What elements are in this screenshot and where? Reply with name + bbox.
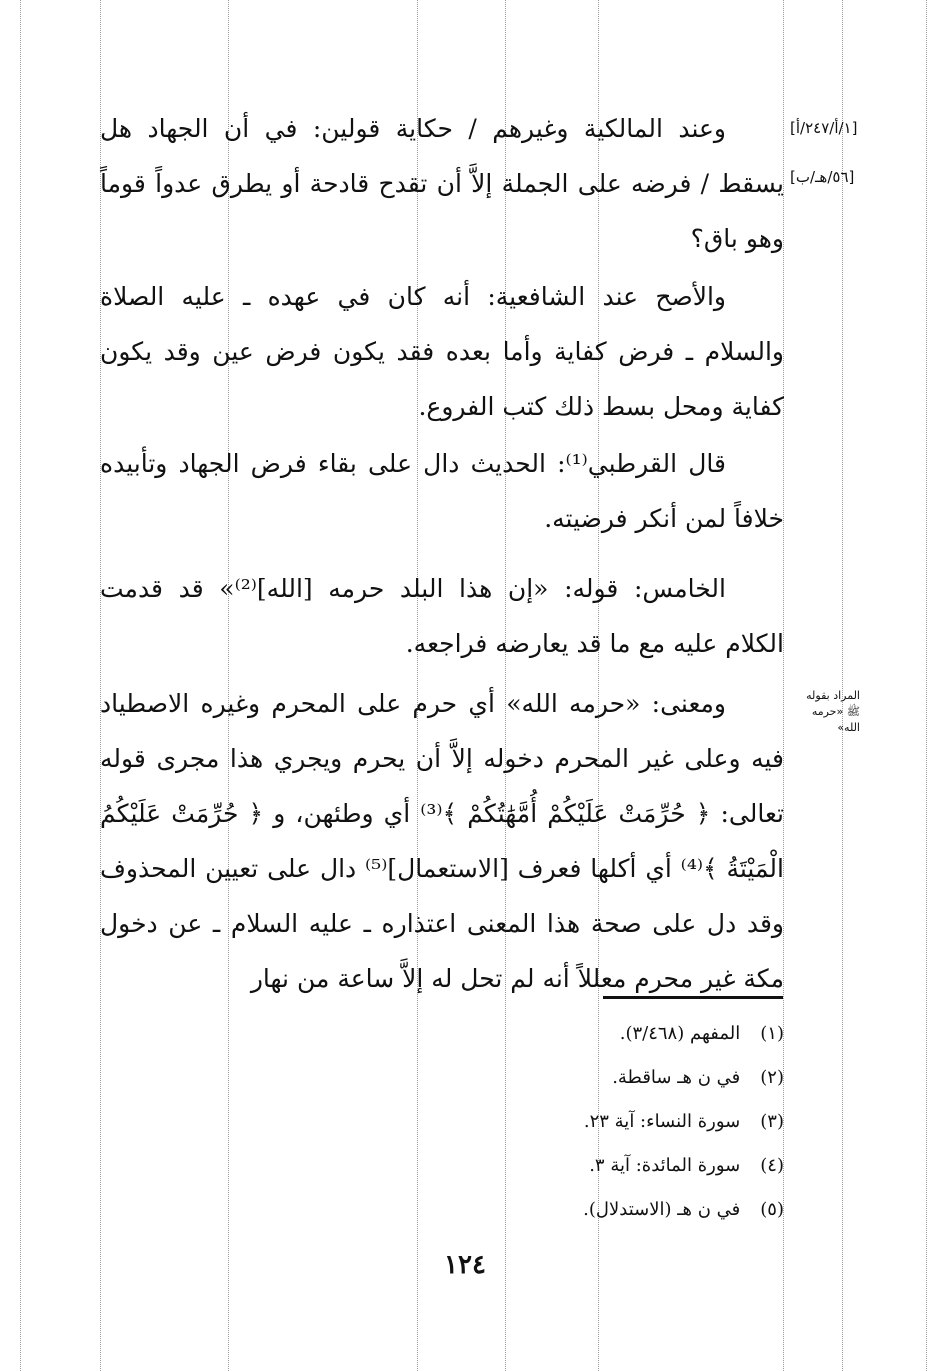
- footnote-item: [400, 1100, 784, 1144]
- footnotes: [400, 1012, 784, 1232]
- paragraph-3: قال القرطبي⁽¹⁾: الحديث دال على بقاء فرض الجهاد وتأبيده خلافاً لمن أنكر فرضيته.: [100, 449, 784, 533]
- footnote-text: سورة المائدة: آية ٣.: [589, 1155, 741, 1176]
- footnote-number: (٥): [760, 1199, 784, 1220]
- footnote-number: (٣): [760, 1111, 784, 1132]
- manuscript-ref-2: [٥٦/هـ/ب]: [790, 168, 855, 186]
- footnote-item: [400, 1012, 784, 1056]
- side-note: المراد بقوله ﷺ «حرمه الله»: [806, 689, 860, 734]
- paragraph-2: والأصح عند الشافعية: أنه كان في عهده ـ عليه الصلاة والسلام ـ فرض كفاية وأما بعده فقد يكون فرض عين وقد يكون كفاية ومحل بسط ذلك كتب الفروع.: [100, 282, 784, 421]
- footnote-text: في ن هـ ساقطة.: [612, 1067, 741, 1088]
- footnote-number: (٢): [760, 1067, 784, 1088]
- footnote-text: في ن هـ (الاستدلال).: [583, 1199, 741, 1220]
- footnote-number: (٤): [760, 1155, 784, 1176]
- paragraph-5: ومعنى: «حرمه الله» أي حرم على المحرم وغيره الاصطياد فيه وعلى غير المحرم دخوله إلاَّ أن يحرم ويجري هذا مجرى قوله تعالى: ﴿ حُرِّمَتْ عَلَيْكُمْ أُمَّهَٰتُكُمْ ﴾⁽³⁾ أي وطئهن، و ﴿ حُرِّمَتْ عَلَيْكُمُ الْمَيْتَةُ ﴾⁽⁴⁾ أي أكلها فعرف [الاستعمال]⁽⁵⁾ دال على تعيين المحذوف وقد دل على صحة هذا المعنى اعتذاره ـ عليه السلام ـ عن دخول مكة غير محرم معللاً أنه لم تحل له إلاَّ ساعة من نهار: [100, 689, 785, 993]
- footnote-text: سورة النساء: آية ٢٣.: [583, 1111, 741, 1132]
- footnote-item: [400, 1056, 784, 1100]
- footnote-separator: [603, 996, 783, 999]
- manuscript-ref-1: [١/أ/٢٤٧/أ]: [790, 119, 858, 137]
- footnote-number: (١): [760, 1023, 784, 1044]
- guide-line: [926, 0, 927, 1371]
- paragraph-4: الخامس: قوله: «إن هذا البلد حرمه [الله]⁽²⁾» قد قدمت الكلام عليه مع ما قد يعارضه فراجعه.: [100, 574, 784, 658]
- page-number: ١٢٤: [444, 1250, 486, 1280]
- footnote-text: المفهم (٣/٤٦٨).: [619, 1023, 741, 1044]
- footnote-item: [400, 1188, 784, 1232]
- guide-line: [842, 0, 843, 1371]
- paragraph-1: وعند المالكية وغيرهم / حكاية قولين: في أن الجهاد هل يسقط / فرضه على الجملة إلاَّ أن تقدح قادحة أو يطرق عدواً قوماً وهو باق؟: [100, 114, 784, 253]
- guide-line: [20, 0, 21, 1371]
- footnote-item: [400, 1144, 784, 1188]
